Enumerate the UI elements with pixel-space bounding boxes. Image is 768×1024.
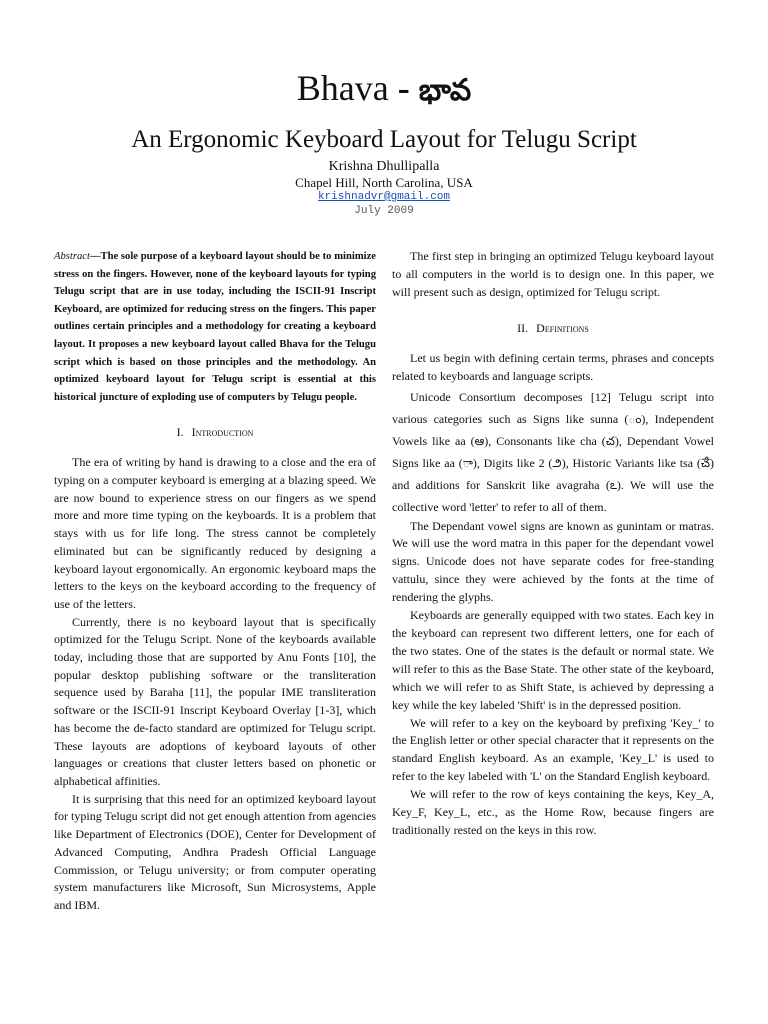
right-column — [392, 248, 714, 840]
paper-header — [0, 68, 768, 218]
section-title: Definitions — [536, 320, 589, 335]
definitions-paragraph-3: The Dependant vowel signs are known as gunintam or matras. We will use the word matra in this paper for the dependant vowel signs. Unicode does not have separate codes for free-standing vattulu, since they were achieved by the fonts at the time of rendering the glyphs. — [392, 518, 714, 605]
title-dash: - — [397, 68, 410, 108]
author-name: Krishna Dhullipalla — [328, 159, 440, 174]
section-title: Introduction — [191, 425, 254, 440]
definitions-paragraph-4: Keyboards are generally equipped with two states. Each key in the keyboard can represent two different letters, one for each of the two states. One of the states is the default or normal state. We will refer to this as the Base State. The other state of the keyboard, which we will refer to as Shift State, is achieved by depressing a key while the key labeled 'Shift' is in the depressed position. — [392, 608, 714, 712]
intro-paragraph-4: The first step in bringing an optimized Telugu keyboard layout to all computers in the world is to design one. In this paper, we will present such as design, optimized for Telugu script. — [392, 249, 714, 299]
title-telugu: భావ — [418, 73, 472, 108]
section-number: I. — [176, 425, 184, 440]
abstract-label: Abstract — [54, 251, 90, 262]
intro-paragraph-2: Currently, there is no keyboard layout that is specifically optimized for the Telugu Script. None of the keyboards available today, including those that are supported by Anu Fonts [10], the popular desktop publishing software or the transliteration sequence used by Baraha [11], the popular IME transliteration software or the ISCII-91 Inscript Keyboard Overlay [1-3], which has become the de-facto standard are optimized for Telugu script. These layouts are adoptions of keyboard layouts of other languages or creations that cluster letters based on phonetic or alphabetical affinities. — [54, 614, 376, 788]
abstract-text: —The sole purpose of a keyboard layout should be to minimize stress on the fingers. However, none of the keyboard layouts for typing Telugu script that are in use today, including the ISCII-91 Inscript Keyboard, are optimized for reducing stress on the fingers. This paper outlines certain principles and a methodology for creating a keyboard layout. It proposes a new keyboard layout called Bhava for the Telugu script which is based on those principles and the methodology. An optimized keyboard layout for Telugu script is essential at this historical juncture of exploding use of computers by Telugu people. — [54, 251, 376, 403]
left-column — [54, 248, 376, 915]
section-heading-introduction — [54, 424, 376, 440]
definitions-paragraph-1: Let us begin with defining certain terms, phrases and concepts related to keyboards and language scripts. — [392, 350, 714, 383]
definitions-paragraph-5: We will refer to a key on the keyboard by prefixing 'Key_' to the English letter or other special character that it represents on the standard English keyboard. As an example, 'Key_L' is used to refer to the key labeled with 'L' on the Standard English keyboard. — [392, 715, 714, 784]
abstract — [54, 248, 376, 406]
definitions-paragraph-6: We will refer to the row of keys containing the keys, Key_A, Key_F, Key_L, etc., as the Home Row, because fingers are traditionally rested on the keys in this row. — [392, 787, 714, 837]
paper-subtitle: An Ergonomic Keyboard Layout for Telugu Script — [131, 126, 637, 153]
author-email-link[interactable]: krishnadvr@gmail.com — [317, 191, 451, 203]
author-affiliation: Chapel Hill, North Carolina, USA — [295, 175, 473, 190]
section-heading-definitions — [392, 320, 714, 336]
intro-paragraph-3: It is surprising that this need for an optimized keyboard layout for typing Telugu script did not get enough attention from agencies like Department of Electronics (DOE), Center for Development of Advanced Computing, Andhra Pradesh Official Language Commission, or Telugu university; or from computer operating system manufacturers like Microsoft, Sun Microsystems, Apple and IBM. — [54, 791, 376, 912]
intro-paragraph-1: The era of writing by hand is drawing to a close and the era of typing on a computer keyboard is emerging at a blazing speed. We are now bound to experience stress on our fingers as we spend more and more time typing on the keyboards. It is a problem that stays with us for life long. The stress cannot be completely eliminated but can be significantly reduced by designing a keyboard layout ergonomically. An ergonomic keyboard maps the letters to the keys on the keyboard according to the frequency of use of the letters. — [54, 455, 376, 611]
section-number: II. — [517, 320, 529, 335]
definitions-paragraph-2: Unicode Consortium decomposes [12] Telugu script into various categories such as Signs like sunna (ం), Independent Vowels like aa (ఆ), Consonants like cha (చ), Dependant Vowel Signs like aa (ా), Digits like 2 (౨), Historic Variants like tsa (ౘ) and additions for Sanskrit like avagraha (ఽ). We will use the collective word 'letter' to refer to all of them. — [392, 389, 714, 514]
paper-title — [0, 68, 768, 111]
paper-date: July 2009 — [354, 205, 414, 217]
title-latin: Bhava — [296, 68, 389, 108]
